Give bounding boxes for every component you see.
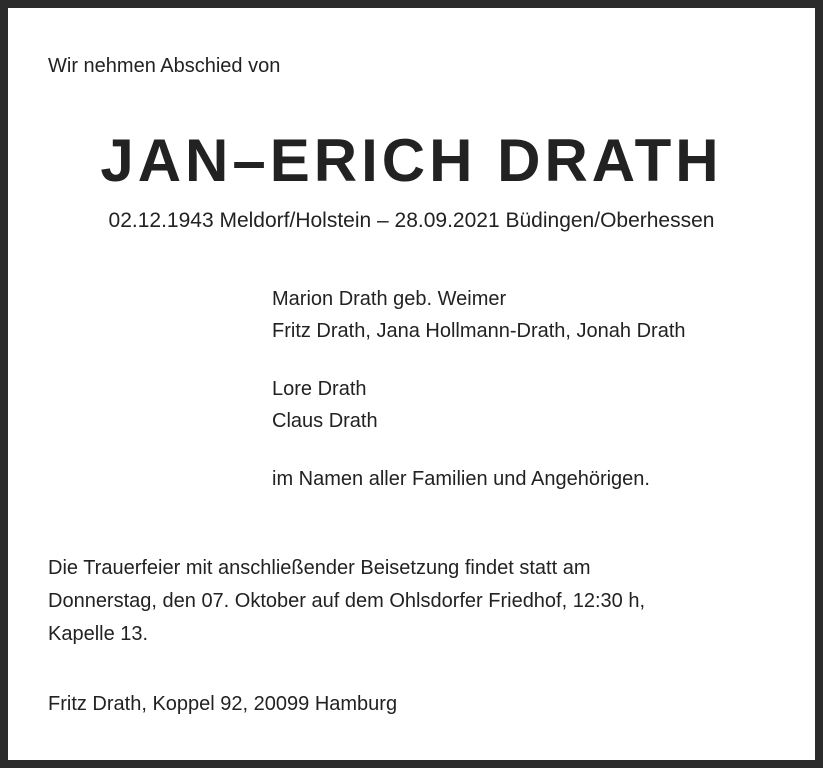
mourner-line: im Namen aller Familien und Angehörigen.: [272, 468, 650, 490]
birth-death-dates: 02.12.1943 Meldorf/Holstein – 28.09.2021 Büdingen/Oberhessen: [108, 209, 715, 232]
mourners-list: [272, 283, 686, 521]
mourner-line: Fritz Drath, Jana Hollmann-Drath, Jonah Drath: [272, 320, 686, 342]
mourner-line: Marion Drath geb. Weimer: [272, 288, 507, 310]
ceremony-line: Die Trauerfeier mit anschließender Beisetzung findet statt am: [48, 557, 591, 579]
mourner-line: Claus Drath: [272, 410, 378, 432]
obituary-notice: [8, 8, 815, 760]
mourner-line: Lore Drath: [272, 378, 367, 400]
deceased-name: JAN–ERICH DRATH: [100, 127, 723, 194]
mourner-group: [272, 373, 686, 437]
mourner-group: [272, 283, 686, 347]
intro-text: Wir nehmen Abschied von: [48, 55, 281, 77]
ceremony-line: Donnerstag, den 07. Oktober auf dem Ohlsdorfer Friedhof, 12:30 h,: [48, 590, 646, 612]
ceremony-line: Kapelle 13.: [48, 623, 149, 645]
ceremony-info: [48, 552, 788, 651]
contact-address: Fritz Drath, Koppel 92, 20099 Hamburg: [48, 693, 398, 715]
mourner-group: [272, 463, 686, 495]
